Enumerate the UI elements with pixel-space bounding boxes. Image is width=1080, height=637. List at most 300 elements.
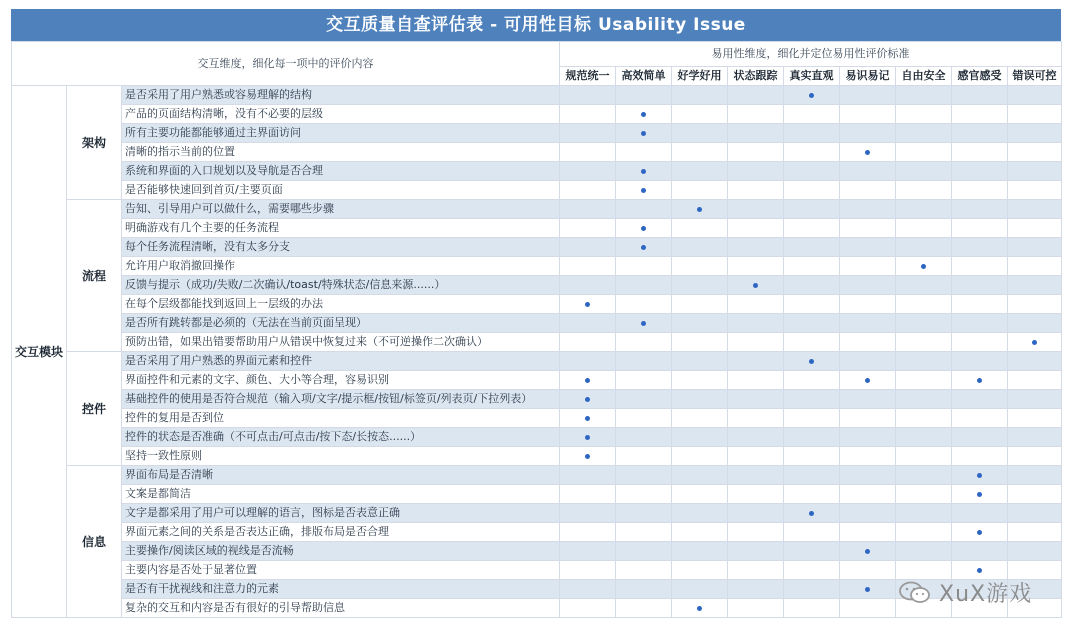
mark-cell [1008,257,1062,276]
mark-cell [896,466,952,485]
mark-cell [896,485,952,504]
mark-cell [672,504,728,523]
criterion-item: 界面布局是否清晰 [122,466,560,485]
module-label: 交互模块 [12,86,67,618]
criterion-item: 坚持一致性原则 [122,447,560,466]
mark-cell [896,542,952,561]
criterion-item: 产品的页面结构清晰，没有不必要的层级 [122,105,560,124]
mark-cell [840,333,896,352]
mark-cell [1008,523,1062,542]
mark-cell [952,485,1008,504]
mark-cell [616,561,672,580]
mark-cell [672,599,728,618]
mark-dot [977,378,982,383]
mark-dot [641,245,646,250]
table-row [12,504,1062,523]
mark-cell [896,333,952,352]
criterion-item: 每个任务流程清晰，没有太多分支 [122,238,560,257]
mark-cell [1008,542,1062,561]
mark-cell [560,181,616,200]
mark-cell [728,162,784,181]
mark-dot [585,378,590,383]
mark-cell [840,219,896,238]
mark-cell [952,466,1008,485]
mark-cell [1008,333,1062,352]
mark-cell [896,295,952,314]
mark-cell [840,181,896,200]
mark-cell [728,409,784,428]
mark-cell [672,352,728,371]
table-row [12,143,1062,162]
mark-cell [784,86,840,105]
mark-cell [840,523,896,542]
mark-cell [728,276,784,295]
mark-cell [840,390,896,409]
mark-cell [784,219,840,238]
mark-cell [560,352,616,371]
table-row [12,428,1062,447]
criterion-item: 明确游戏有几个主要的任务流程 [122,219,560,238]
mark-cell [840,466,896,485]
mark-cell [840,485,896,504]
mark-cell [616,124,672,143]
mark-dot [977,473,982,478]
mark-dot [921,264,926,269]
mark-cell [560,276,616,295]
mark-cell [952,295,1008,314]
mark-cell [560,523,616,542]
mark-cell [560,447,616,466]
mark-cell [896,162,952,181]
mark-cell [784,523,840,542]
mark-cell [952,314,1008,333]
mark-cell [784,238,840,257]
mark-cell [784,162,840,181]
mark-cell [672,333,728,352]
criteria-header: 真实直观 [784,67,840,86]
mark-cell [616,599,672,618]
mark-cell [560,542,616,561]
mark-cell [1008,314,1062,333]
mark-cell [672,105,728,124]
mark-dot [865,378,870,383]
criterion-item: 界面控件和元素的文字、颜色、大小等合理，容易识别 [122,371,560,390]
mark-cell [896,409,952,428]
mark-cell [784,466,840,485]
mark-cell [616,542,672,561]
mark-cell [1008,428,1062,447]
mark-dot [585,435,590,440]
wechat-icon [897,580,933,604]
mark-dot [865,549,870,554]
mark-cell [672,295,728,314]
mark-cell [896,219,952,238]
criterion-item: 是否能够快速回到首页/主要页面 [122,181,560,200]
mark-cell [616,181,672,200]
mark-cell [952,523,1008,542]
mark-cell [616,333,672,352]
mark-cell [1008,86,1062,105]
watermark-text: XuX游戏 [939,581,1033,607]
table-row [12,257,1062,276]
mark-cell [672,219,728,238]
mark-cell [728,504,784,523]
table-row [12,238,1062,257]
table-row [12,542,1062,561]
mark-cell [784,200,840,219]
mark-cell [616,105,672,124]
mark-cell [616,352,672,371]
criterion-item: 界面元素之间的关系是否表达正确，排版布局是否合理 [122,523,560,542]
mark-cell [784,105,840,124]
mark-cell [896,504,952,523]
mark-cell [784,428,840,447]
mark-cell [952,504,1008,523]
criterion-item: 允许用户取消撤回操作 [122,257,560,276]
mark-cell [1008,485,1062,504]
mark-cell [896,390,952,409]
evaluation-body [12,86,1062,618]
table-row [12,447,1062,466]
mark-cell [952,371,1008,390]
mark-cell [896,181,952,200]
mark-dot [641,321,646,326]
mark-cell [728,580,784,599]
mark-cell [840,409,896,428]
table-row [12,466,1062,485]
mark-cell [1008,238,1062,257]
mark-dot [641,112,646,117]
mark-cell [784,181,840,200]
mark-cell [616,580,672,599]
mark-cell [728,105,784,124]
table-row [12,409,1062,428]
mark-cell [1008,200,1062,219]
mark-cell [672,162,728,181]
criteria-header: 高效简单 [616,67,672,86]
mark-cell [672,409,728,428]
mark-cell [784,542,840,561]
mark-cell [896,447,952,466]
table-row [12,390,1062,409]
mark-cell [560,86,616,105]
mark-cell [672,181,728,200]
mark-dot [585,416,590,421]
mark-cell [896,105,952,124]
mark-dot [977,568,982,573]
mark-cell [952,428,1008,447]
mark-cell [840,580,896,599]
mark-cell [672,542,728,561]
mark-cell [560,162,616,181]
mark-cell [952,257,1008,276]
mark-cell [616,371,672,390]
mark-dot [641,131,646,136]
criterion-item: 复杂的交互和内容是否有很好的引导帮助信息 [122,599,560,618]
mark-cell [896,314,952,333]
table-row [12,124,1062,143]
group-label: 架构 [67,86,122,200]
mark-cell [784,314,840,333]
mark-cell [728,599,784,618]
mark-cell [784,143,840,162]
mark-cell [784,295,840,314]
mark-cell [840,86,896,105]
mark-cell [1008,352,1062,371]
criterion-item: 所有主要功能都能够通过主界面访问 [122,124,560,143]
mark-cell [672,314,728,333]
mark-dot [585,397,590,402]
mark-dot [753,283,758,288]
mark-cell [1008,219,1062,238]
mark-cell [840,504,896,523]
table-row [12,105,1062,124]
interaction-dimension-header: 交互维度，细化每一项中的评价内容 [12,42,560,86]
mark-cell [1008,105,1062,124]
mark-cell [560,409,616,428]
mark-cell [840,371,896,390]
mark-cell [840,162,896,181]
group-label: 流程 [67,200,122,352]
mark-cell [896,86,952,105]
mark-cell [952,200,1008,219]
mark-cell [672,276,728,295]
criteria-header: 规范统一 [560,67,616,86]
mark-cell [1008,143,1062,162]
mark-cell [616,447,672,466]
criterion-item: 告知、引导用户可以做什么，需要哪些步骤 [122,200,560,219]
mark-cell [672,561,728,580]
mark-cell [1008,295,1062,314]
mark-dot [585,302,590,307]
mark-cell [728,371,784,390]
mark-cell [728,352,784,371]
criterion-item: 控件的复用是否到位 [122,409,560,428]
mark-cell [840,276,896,295]
mark-cell [1008,466,1062,485]
mark-cell [840,542,896,561]
mark-dot [865,150,870,155]
criterion-item: 清晰的指示当前的位置 [122,143,560,162]
mark-cell [840,561,896,580]
table-row [12,523,1062,542]
mark-cell [560,200,616,219]
criteria-header: 错误可控 [1008,67,1062,86]
mark-cell [896,276,952,295]
sheet-title: 交互质量自查评估表 - 可用性目标 Usability Issue [11,9,1061,41]
criterion-item: 文字是都采用了用户可以理解的语言，图标是否表意正确 [122,504,560,523]
mark-cell [1008,447,1062,466]
criterion-item: 主要操作/阅读区域的视线是否流畅 [122,542,560,561]
mark-cell [896,200,952,219]
mark-cell [560,485,616,504]
criterion-item: 基础控件的使用是否符合规范（输入项/文字/提示框/按钮/标签页/列表页/下拉列表） [122,390,560,409]
mark-cell [952,105,1008,124]
mark-cell [672,143,728,162]
criterion-item: 控件的状态是否准确（不可点击/可点击/按下态/长按态......） [122,428,560,447]
mark-cell [560,504,616,523]
mark-cell [840,200,896,219]
mark-cell [672,580,728,599]
mark-cell [672,86,728,105]
mark-cell [952,542,1008,561]
mark-dot [585,454,590,459]
mark-cell [616,466,672,485]
criterion-item: 主要内容是否处于显著位置 [122,561,560,580]
mark-cell [840,428,896,447]
mark-cell [728,333,784,352]
mark-cell [560,219,616,238]
mark-dot [641,226,646,231]
mark-cell [1008,409,1062,428]
mark-cell [1008,162,1062,181]
table-row [12,295,1062,314]
mark-cell [560,314,616,333]
mark-cell [784,599,840,618]
mark-cell [784,352,840,371]
group-label: 控件 [67,352,122,466]
mark-cell [672,390,728,409]
mark-cell [952,447,1008,466]
mark-cell [728,466,784,485]
mark-cell [1008,390,1062,409]
mark-cell [728,314,784,333]
mark-cell [840,238,896,257]
mark-cell [784,124,840,143]
mark-cell [560,333,616,352]
evaluation-sheet [11,9,1061,618]
mark-cell [560,428,616,447]
mark-dot [809,511,814,516]
mark-cell [784,409,840,428]
mark-cell [952,86,1008,105]
mark-cell [728,143,784,162]
mark-cell [728,219,784,238]
table-row [12,181,1062,200]
mark-cell [952,352,1008,371]
mark-cell [840,447,896,466]
mark-cell [896,428,952,447]
mark-cell [560,371,616,390]
mark-cell [896,257,952,276]
mark-cell [952,238,1008,257]
mark-cell [616,523,672,542]
table-row [12,485,1062,504]
mark-dot [641,169,646,174]
mark-cell [728,447,784,466]
mark-dot [641,188,646,193]
mark-cell [560,599,616,618]
mark-cell [672,428,728,447]
mark-dot [809,93,814,98]
mark-cell [672,523,728,542]
mark-cell [840,143,896,162]
mark-cell [728,428,784,447]
mark-cell [728,485,784,504]
evaluation-table [11,41,1062,618]
mark-dot [865,587,870,592]
mark-cell [784,257,840,276]
criterion-item: 在每个层级都能找到返回上一层级的办法 [122,295,560,314]
mark-cell [784,504,840,523]
mark-cell [952,333,1008,352]
table-row [12,352,1062,371]
criterion-item: 是否有干扰视线和注意力的元素 [122,580,560,599]
table-row [12,276,1062,295]
table-row [12,371,1062,390]
mark-cell [728,238,784,257]
mark-cell [616,257,672,276]
table-row [12,314,1062,333]
mark-cell [840,295,896,314]
mark-cell [672,238,728,257]
mark-cell [896,371,952,390]
mark-cell [672,447,728,466]
mark-cell [784,561,840,580]
mark-cell [728,86,784,105]
mark-cell [560,561,616,580]
criterion-item: 是否采用了用户熟悉或容易理解的结构 [122,86,560,105]
mark-dot [809,359,814,364]
mark-dot [697,606,702,611]
mark-cell [952,181,1008,200]
mark-cell [952,409,1008,428]
mark-cell [560,257,616,276]
mark-dot [977,492,982,497]
criteria-header: 易识易记 [840,67,896,86]
group-label: 信息 [67,466,122,618]
mark-cell [616,314,672,333]
mark-cell [728,124,784,143]
criteria-header: 自由安全 [896,67,952,86]
mark-cell [1008,371,1062,390]
criterion-item: 文案是都简洁 [122,485,560,504]
mark-cell [896,523,952,542]
mark-cell [560,124,616,143]
mark-cell [840,257,896,276]
mark-cell [840,352,896,371]
mark-cell [672,257,728,276]
criterion-item: 是否采用了用户熟悉的界面元素和控件 [122,352,560,371]
mark-cell [952,162,1008,181]
mark-cell [784,276,840,295]
mark-cell [896,238,952,257]
mark-cell [616,428,672,447]
table-row [12,200,1062,219]
mark-cell [840,105,896,124]
usability-dimension-header: 易用性维度，细化并定位易用性评价标准 [560,42,1062,67]
mark-cell [896,352,952,371]
mark-cell [672,466,728,485]
mark-cell [616,200,672,219]
mark-cell [952,143,1008,162]
mark-cell [560,238,616,257]
mark-cell [1008,504,1062,523]
mark-cell [728,390,784,409]
mark-cell [896,143,952,162]
criterion-item: 系统和界面的入口规划以及导航是否合理 [122,162,560,181]
criteria-header: 感官感受 [952,67,1008,86]
mark-cell [784,485,840,504]
mark-cell [952,276,1008,295]
watermark [897,576,1032,608]
mark-cell [896,124,952,143]
mark-cell [1008,181,1062,200]
mark-cell [728,542,784,561]
mark-cell [560,390,616,409]
criterion-item: 预防出错，如果出错要帮助用户从错误中恢复过来（不可逆操作二次确认） [122,333,560,352]
mark-cell [616,485,672,504]
